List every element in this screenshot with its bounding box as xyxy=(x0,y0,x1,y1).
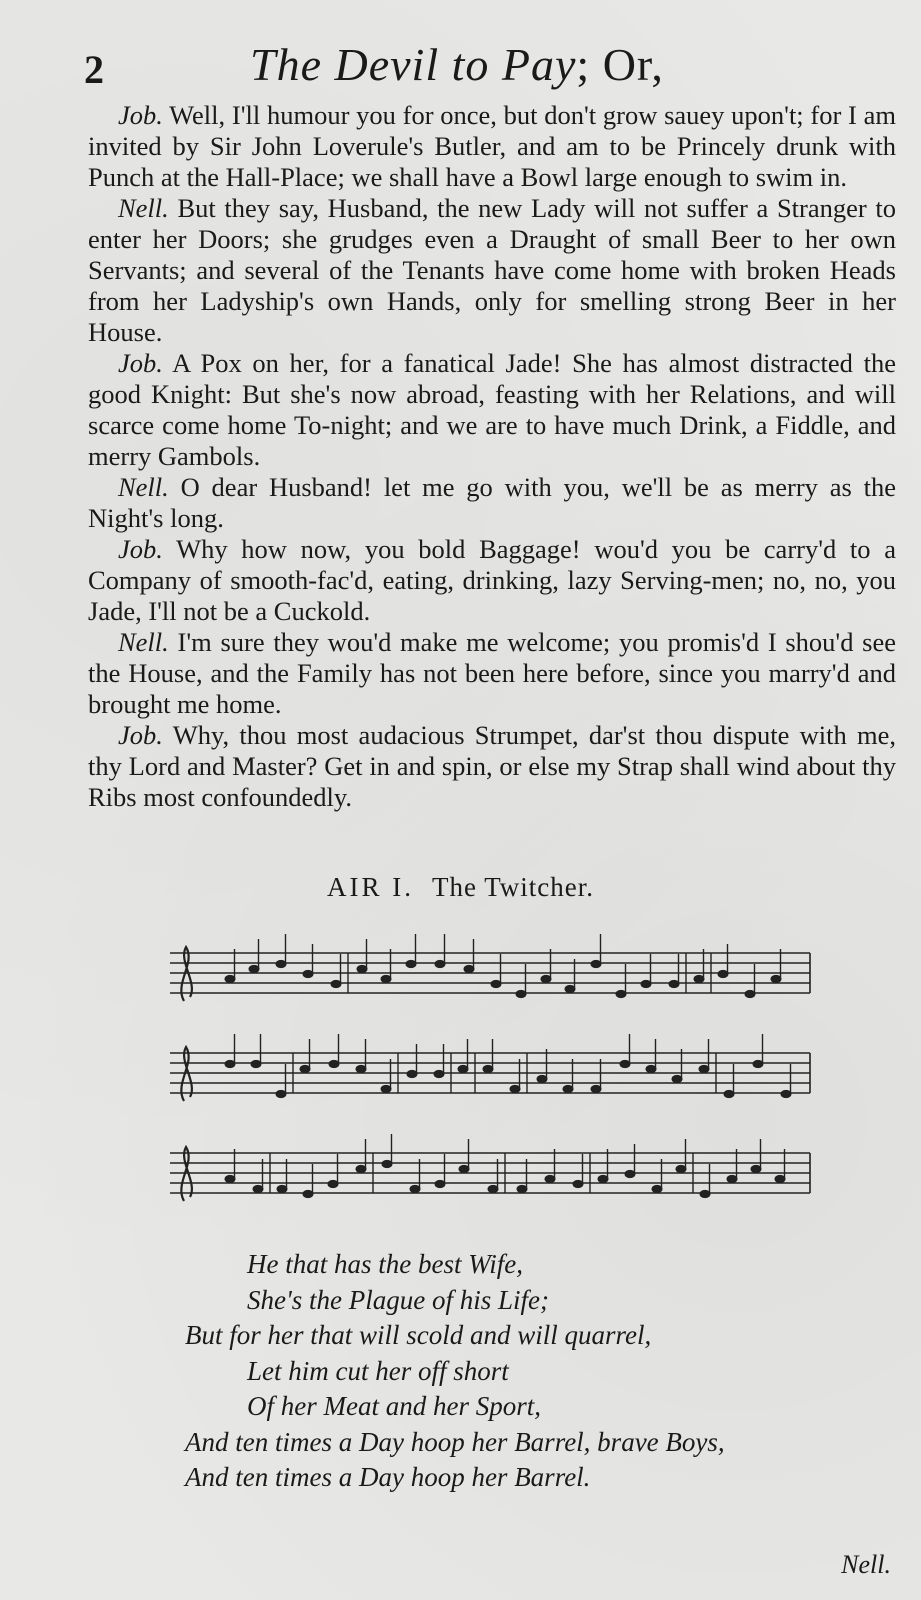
running-head xyxy=(250,38,664,91)
note-head xyxy=(303,1190,313,1197)
note-head xyxy=(641,980,651,987)
air-tune-name: The Twitcher. xyxy=(431,872,595,902)
note-head xyxy=(303,970,313,977)
speaker-name: Nell. xyxy=(118,472,169,502)
note-head xyxy=(407,1070,417,1077)
note-head xyxy=(652,1185,662,1192)
note-head xyxy=(545,1175,555,1182)
note-head xyxy=(382,1160,392,1167)
note-head xyxy=(356,1165,366,1172)
note-head xyxy=(249,965,259,972)
speaker-name: Nell. xyxy=(118,193,169,223)
note-head xyxy=(434,1070,444,1077)
note-head xyxy=(517,1185,527,1192)
note-head xyxy=(591,960,601,967)
note-head xyxy=(781,1090,791,1097)
note-head xyxy=(727,1175,737,1182)
note-head xyxy=(745,990,755,997)
running-head-title: The Devil to Pay xyxy=(250,39,577,90)
note-head xyxy=(775,1175,785,1182)
catchword: Nell. xyxy=(841,1550,891,1579)
note-head xyxy=(435,1180,445,1187)
note-head xyxy=(251,1060,261,1067)
note-head xyxy=(483,1065,493,1072)
note-head xyxy=(537,1075,547,1082)
speaker-name: Job. xyxy=(118,720,163,750)
note-head xyxy=(410,1185,420,1192)
note-head xyxy=(253,1185,263,1192)
note-head xyxy=(328,1180,338,1187)
note-head xyxy=(276,960,286,967)
note-head xyxy=(277,1185,287,1192)
speech-text: But they say, Husband, the new Lady will not suffer a Stranger to enter her Doors; she grudges even a Draught of small Beer to her own Servants; and several of the Tenants have come home with broken Heads from her Ladyship's own Hands, only for smelling strong Beer in her House. xyxy=(88,193,896,347)
lyric-line: She's the Plague of his Life; xyxy=(247,1284,549,1315)
note-head xyxy=(381,1085,391,1092)
note-head xyxy=(331,980,341,987)
note-head xyxy=(598,1175,608,1182)
speech-text: Well, I'll humour you for once, but don't grow sauey upon't; for I am invited by Sir John Loverule's Butler, and am to be Princely drunk with Punch at the Hall-Place; we shall have a Bowl large enough to swim in. xyxy=(88,100,896,192)
note-head xyxy=(625,1170,635,1177)
dialogue-block xyxy=(88,100,896,813)
lyric-line: He that has the best Wife, xyxy=(247,1249,523,1279)
note-head xyxy=(510,1085,520,1092)
note-head xyxy=(565,985,575,992)
note-head xyxy=(488,1185,498,1192)
lyric-line: And ten times a Day hoop her Barrel. xyxy=(185,1462,591,1492)
note-head xyxy=(620,1060,630,1067)
song-lyrics xyxy=(185,1247,725,1496)
speech-text: A Pox on her, for a fanatical Jade! She has almost distracted the good Knight: But she's now abroad, feasting with her Relations, and will scarce come home To-night; and we are to have much Drink, a Fiddle, and merry Gambols. xyxy=(88,348,896,471)
running-head-tail: ; Or, xyxy=(576,39,664,90)
speech-paragraph xyxy=(88,720,896,813)
speaker-name: Nell. xyxy=(118,627,169,657)
speech-paragraph xyxy=(88,627,896,720)
page-number: 2 xyxy=(84,47,104,92)
note-head xyxy=(700,1190,710,1197)
note-head xyxy=(406,960,416,967)
speech-text: I'm sure they wou'd make me welcome; you promis'd I shou'd see the House, and the Family has not been here before, since you marry'd and brought me home. xyxy=(88,627,897,719)
note-head xyxy=(225,1060,235,1067)
note-head xyxy=(458,1065,468,1072)
note-head xyxy=(491,980,501,987)
music-score xyxy=(170,925,830,1225)
note-head xyxy=(646,1065,656,1072)
air-heading xyxy=(0,872,921,903)
music-staves xyxy=(170,947,810,1201)
note-head xyxy=(676,1165,686,1172)
note-head xyxy=(381,975,391,982)
note-head xyxy=(516,990,526,997)
note-head xyxy=(541,975,551,982)
speaker-name: Job. xyxy=(118,348,163,378)
note-head xyxy=(669,980,679,987)
note-head xyxy=(329,1060,339,1067)
note-head xyxy=(699,1065,709,1072)
note-head xyxy=(724,1090,734,1097)
note-head xyxy=(694,975,704,982)
note-head xyxy=(751,1165,761,1172)
note-head xyxy=(300,1065,310,1072)
speech-paragraph xyxy=(88,193,896,348)
speech-paragraph xyxy=(88,534,896,627)
note-head xyxy=(771,975,781,982)
note-head xyxy=(276,1090,286,1097)
note-head xyxy=(573,1180,583,1187)
speech-paragraph xyxy=(88,100,896,193)
note-head xyxy=(356,1065,366,1072)
speech-text: O dear Husband! let me go with you, we'll be as merry as the Night's long. xyxy=(88,472,896,533)
note-head xyxy=(357,965,367,972)
note-head xyxy=(225,975,235,982)
note-head xyxy=(435,960,445,967)
speech-text: Why, thou most audacious Strumpet, dar'st thou dispute with me, thy Lord and Master? Get in and spin, or else my Strap shall wind about thy Ribs most confoundedly. xyxy=(88,720,896,812)
note-head xyxy=(464,965,474,972)
lyric-line: Of her Meat and her Sport, xyxy=(247,1391,541,1421)
lyric-line: But for her that will scold and will quarrel, xyxy=(185,1320,652,1350)
speech-text: Why how now, you bold Baggage! wou'd you be carry'd to a Company of smooth-fac'd, eating, drinking, lazy Serving-men; no, no, you Jade, I'll not be a Cuckold. xyxy=(88,534,896,626)
air-number: AIR I. xyxy=(326,872,414,902)
note-head xyxy=(225,1175,235,1182)
lyric-line: Let him cut her off short xyxy=(247,1355,509,1386)
note-head xyxy=(616,990,626,997)
lyric-line: And ten times a Day hoop her Barrel, brave Boys, xyxy=(185,1426,725,1457)
note-head xyxy=(563,1085,573,1092)
speaker-name: Job. xyxy=(118,100,163,130)
note-head xyxy=(718,970,728,977)
note-head xyxy=(753,1060,763,1067)
note-head xyxy=(591,1085,601,1092)
speech-paragraph xyxy=(88,348,896,472)
note-head xyxy=(672,1075,682,1082)
note-head xyxy=(459,1165,469,1172)
speaker-name: Job. xyxy=(118,534,163,564)
speech-paragraph xyxy=(88,472,896,534)
